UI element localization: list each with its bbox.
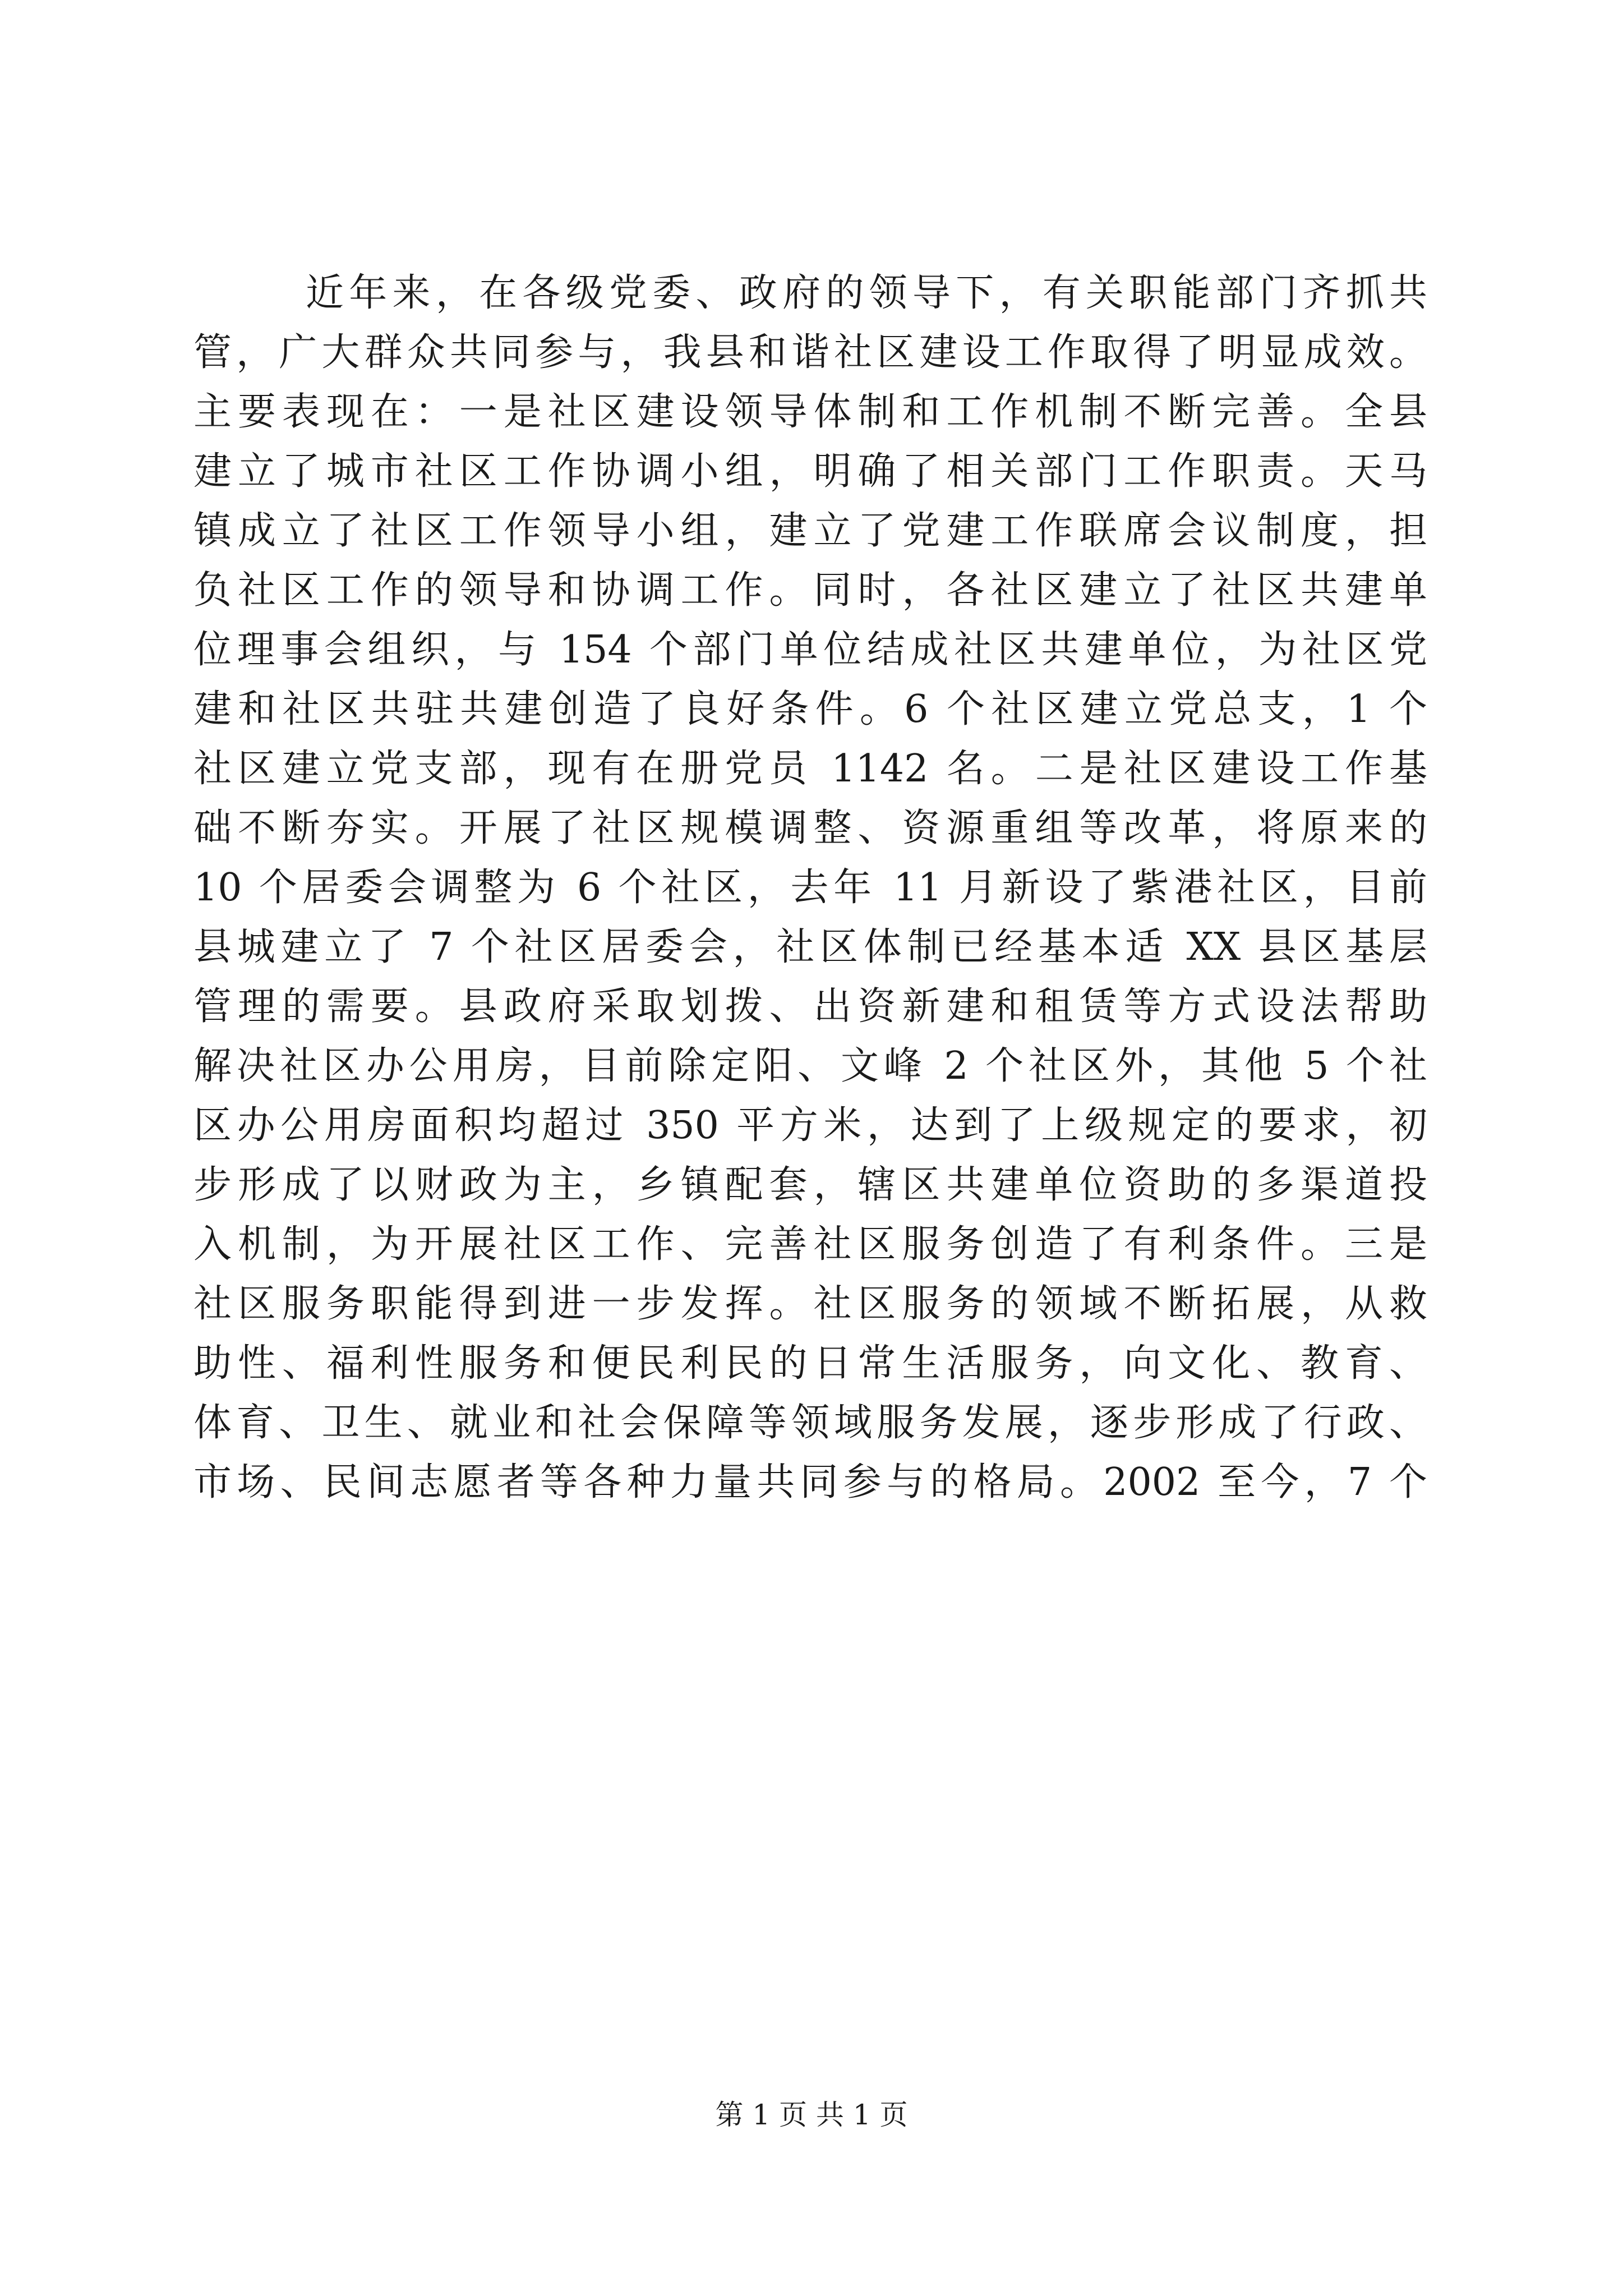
text-line: 10 个居委会调整为 6 个社区，去年 11 月新设了紫港社区，目前 [193, 866, 1427, 910]
text-line: 管理的需要。县政府采取划拨、出资新建和租赁等方式设法帮助 [193, 984, 1427, 1029]
text-line: 主要表现在：一是社区建设领导体制和工作机制不断完善。全县 [193, 390, 1427, 434]
text-line: 社区服务职能得到进一步发挥。社区服务的领域不断拓展，从救 [193, 1282, 1427, 1326]
text-line: 管，广大群众共同参与，我县和谐社区建设工作取得了明显成效。 [193, 330, 1427, 375]
text-line: 区办公用房面积均超过 350 平方米，达到了上级规定的要求，初 [193, 1103, 1427, 1148]
text-line: 解决社区办公用房，目前除定阳、文峰 2 个社区外，其他 5 个社 [193, 1044, 1427, 1088]
body-paragraph [193, 264, 1427, 1512]
text-line: 建立了城市社区工作协调小组，明确了相关部门工作职责。天马 [193, 449, 1427, 494]
page-footer [0, 2092, 1623, 2133]
text-line: 体育、卫生、就业和社会保障等领域服务发展，逐步形成了行政、 [193, 1401, 1427, 1445]
text-line: 础不断夯实。开展了社区规模调整、资源重组等改革，将原来的 [193, 806, 1427, 850]
page-number-label: 第 1 页 共 1 页 [715, 2099, 908, 2131]
text-line: 位理事会组织，与 154 个部门单位结成社区共建单位，为社区党 [193, 628, 1427, 672]
text-line: 助性、福利性服务和便民利民的日常生活服务，向文化、教育、 [193, 1341, 1427, 1386]
text-line: 镇成立了社区工作领导小组，建立了党建工作联席会议制度，担 [193, 509, 1427, 553]
text-line: 社区建立党支部，现有在册党员 1142 名。二是社区建设工作基 [193, 747, 1427, 791]
text-line: 建和社区共驻共建创造了良好条件。6 个社区建立党总支，1 个 [193, 687, 1427, 731]
text-line: 步形成了以财政为主，乡镇配套，辖区共建单位资助的多渠道投 [193, 1163, 1427, 1207]
text-line: 市场、民间志愿者等各种力量共同参与的格局。2002 至今，7 个 [193, 1460, 1427, 1504]
text-line: 负社区工作的领导和协调工作。同时，各社区建立了社区共建单 [193, 568, 1427, 613]
text-line: 近年来，在各级党委、政府的领导下，有关职能部门齐抓共 [306, 271, 1427, 315]
text-line: 县城建立了 7 个社区居委会，社区体制已经基本适 XX 县区基层 [193, 925, 1427, 969]
text-line: 入机制，为开展社区工作、完善社区服务创造了有利条件。三是 [193, 1222, 1427, 1267]
